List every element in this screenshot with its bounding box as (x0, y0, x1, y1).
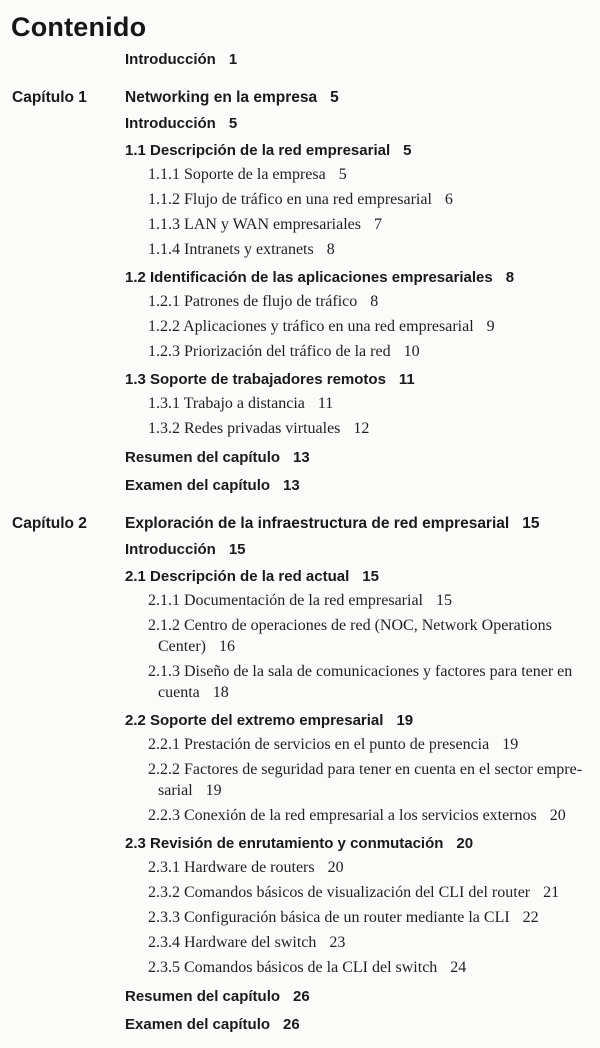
toc-entry (125, 567, 600, 586)
front-matter-entry (125, 50, 600, 69)
toc-entry (125, 540, 600, 559)
toc-entry (148, 932, 600, 953)
entry-label: 1.2.2 Aplicaciones y tráfico en una red empresarial (148, 318, 474, 335)
entry-label: 1.3 Soporte de trabajadores remotos (125, 371, 386, 388)
page-number: 9 (486, 318, 495, 335)
toc-entry (125, 114, 600, 133)
page-number: 12 (353, 420, 370, 437)
page-number: 18 (212, 684, 229, 701)
entry-label: 2.2.2 Factores de seguridad para tener en cuenta en el sector empre-sarial (148, 761, 583, 799)
entry-label: Introducción (125, 115, 216, 132)
toc-entry (148, 615, 600, 657)
entry-label: 1.1.1 Soporte de la empresa (148, 166, 326, 183)
page-number: 19 (502, 736, 519, 753)
entry-label: 1.1 Descripción de la red empresarial (125, 142, 391, 159)
chapter-heading (12, 88, 600, 107)
entry-label: 2.1.1 Documentación de la red empresarial (148, 592, 423, 609)
entry-label: Examen del capítulo (125, 1016, 271, 1033)
entry-label: 1.3.1 Trabajo a distancia (148, 395, 305, 412)
page-number: 22 (522, 909, 539, 926)
toc-entry (148, 214, 600, 235)
page-number: 20 (327, 859, 344, 876)
page-number: 10 (403, 343, 420, 360)
page-number: 20 (549, 807, 566, 824)
chapter-block (12, 88, 600, 495)
page-number: 16 (218, 638, 235, 655)
page-title: Contenido (11, 12, 147, 42)
entry-label: 2.1.3 Diseño de la sala de comunicaciones y factores para tener en cuenta (148, 663, 573, 701)
page-number: 8 (505, 269, 515, 286)
page-number: 21 (543, 884, 560, 901)
page-number: 23 (329, 934, 346, 951)
toc-entry (148, 759, 600, 801)
page-number: 15 (436, 592, 452, 609)
toc-entry (148, 341, 600, 362)
toc-entry (125, 1015, 600, 1034)
toc-entry (148, 393, 600, 414)
entry-label: 2.3.5 Comandos básicos de la CLI del switch (148, 959, 438, 976)
page-number: 1 (228, 51, 238, 68)
entry-label: 2.2 Soporte del extremo empresarial (125, 712, 384, 729)
entry-label: 1.1.3 LAN y WAN empresariales (148, 216, 361, 233)
entry-label: Resumen del capítulo (125, 449, 281, 466)
entry-label: 1.3.2 Redes privadas virtuales (148, 420, 341, 437)
toc-entry (148, 164, 600, 185)
toc-entry (125, 370, 600, 389)
page-number: 13 (283, 477, 300, 494)
page-number: 15 (522, 515, 540, 532)
entry-label: Examen del capítulo (125, 477, 271, 494)
entry-label: 1.1.2 Flujo de tráfico en una red empresarial (148, 191, 432, 208)
toc-entry (125, 711, 600, 730)
toc-entry (125, 448, 600, 467)
page-number: 8 (370, 293, 379, 310)
page-number: 15 (362, 568, 379, 585)
toc-entry (125, 476, 600, 495)
page-number: 8 (326, 241, 335, 258)
toc-entry (148, 316, 600, 337)
toc-page (0, 12, 600, 1048)
chapter-title: Networking en la empresa (125, 89, 318, 106)
toc-entry (125, 834, 600, 853)
toc-entry (148, 291, 600, 312)
page-number: 26 (293, 988, 310, 1005)
chapter-title: Exploración de la infraestructura de red empresarial (125, 515, 510, 532)
entry-label: 2.3.4 Hardware del switch (148, 934, 317, 951)
entry-label: 1.2.1 Patrones de flujo de tráfico (148, 293, 358, 310)
toc-entry (148, 907, 600, 928)
page-number: 11 (317, 395, 334, 412)
toc-entry (125, 987, 600, 1006)
entry-label: 2.1.2 Centro de operaciones de red (NOC, Network Operations Center) (148, 617, 552, 655)
entry-label: 2.3 Revisión de enrutamiento y conmutación (125, 835, 444, 852)
chapter-number-label: Capítulo 2 (12, 515, 87, 532)
page-number: 13 (293, 449, 310, 466)
entry-label: 1.2.3 Priorización del tráfico de la red (148, 343, 391, 360)
page-number: 20 (456, 835, 474, 852)
toc-entry (148, 189, 600, 210)
page-number: 15 (228, 541, 246, 558)
toc-entry (148, 239, 600, 260)
toc-entry (148, 418, 600, 439)
entry-label: 2.2.1 Prestación de servicios en el punto de presencia (148, 736, 490, 753)
page-number: 24 (450, 959, 467, 976)
page-number: 19 (396, 712, 414, 729)
entry-label: Introducción (125, 541, 216, 558)
entry-label: Resumen del capítulo (125, 988, 281, 1005)
entry-label: 2.3.3 Configuración básica de un router mediante la CLI (148, 909, 510, 926)
page-number: 6 (444, 191, 453, 208)
chapter-heading (12, 514, 600, 533)
toc-entry (148, 882, 600, 903)
page-number: 5 (338, 166, 347, 183)
page-number: 19 (205, 782, 222, 799)
entry-label: 2.1 Descripción de la red actual (125, 568, 350, 585)
entry-label: 2.3.1 Hardware de routers (148, 859, 315, 876)
page-number: 7 (373, 216, 382, 233)
toc-entry (148, 957, 600, 978)
chapter-number-label: Capítulo 1 (12, 89, 87, 106)
entry-label: 2.2.3 Conexión de la red empresarial a los servicios externos (148, 807, 537, 824)
entry-label: 2.3.2 Comandos básicos de visualización del CLI del router (148, 884, 531, 901)
entry-label: Introducción (125, 51, 216, 68)
page-number: 5 (228, 115, 238, 132)
toc-entry (148, 857, 600, 878)
chapter-block (12, 514, 600, 1034)
page-number: 11 (398, 371, 415, 388)
page-number: 5 (330, 89, 339, 106)
toc-entry (148, 590, 600, 611)
toc-entry (148, 734, 600, 755)
entry-label: 1.1.4 Intranets y extranets (148, 241, 314, 258)
toc-entry (125, 268, 600, 287)
toc-list (12, 50, 600, 1034)
page-number: 5 (403, 142, 412, 159)
toc-entry (125, 141, 600, 160)
toc-entry (148, 805, 600, 826)
toc-entry (148, 661, 600, 703)
page-number: 26 (283, 1016, 300, 1033)
entry-label: 1.2 Identificación de las aplicaciones empresariales (125, 269, 493, 286)
